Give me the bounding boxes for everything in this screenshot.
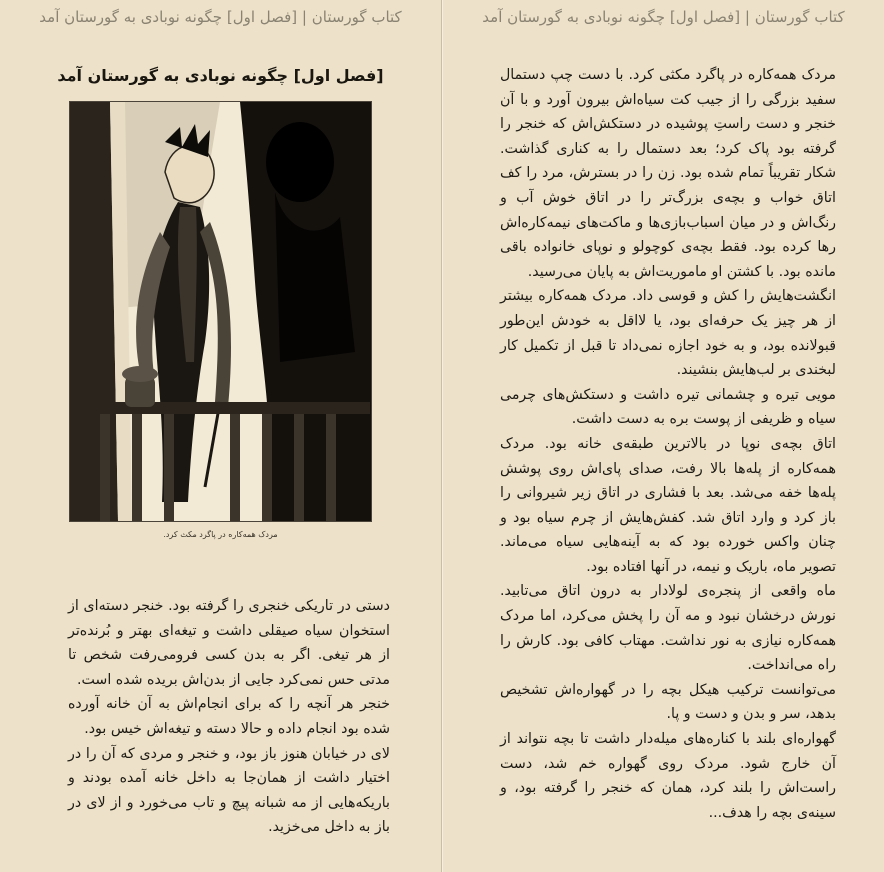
illustration-caption: مردک همه‌کاره در پاگرد مکث کرد.: [163, 530, 278, 539]
chapter-title: [فصل اول] چگونه نوبادی به گورستان آمد: [57, 66, 384, 85]
paragraph: اتاق بچه‌ی نوپا در بالاترین طبقه‌ی خانه بود. مردک همه‌کاره از پله‌ها بالا رفت، صدای پای‌اش روی پوشش پله‌ها خفه می‌شد. بعد با فشاری در اتاق زیر شیروانی را باز کرد و وارد اتاق شد. کفش‌هایش از چرم سیاه بود و چنان واکس خورده بود که به آینه‌هایی سیاه می‌ماند. تصویر ماه، باریک و نیمه، در آنها افتاده بود.: [500, 435, 836, 575]
running-header: کتاب گورستان | [فصل اول] چگونه نوبادی به گورستان آمد: [39, 8, 402, 26]
body-text: [68, 594, 390, 840]
paragraph: دستی در تاریکی خنجری را گرفته بود. خنجر دسته‌ای از استخوان سیاه صیقلی داشت و تیغه‌ای بهتر و بُرنده‌تر از هر تیغی. اگر به بدن کسی فرومی‌رفت شخص تا مدتی حس نمی‌کرد جایی از بدن‌اش بریده شده است.: [68, 598, 390, 688]
running-header: کتاب گورستان | [فصل اول] چگونه نوبادی به گورستان آمد: [482, 8, 845, 26]
paragraph: لای در خیابان هنوز باز بود، و خنجر و مردی که آن را در اختیار داشت از همان‌جا به داخل خانه آمده بودند و باریکه‌هایی از مه شبانه پیچ و تاب می‌خورد و از لای در باز به داخل می‌خزید.: [68, 745, 390, 836]
paragraph: ماه واقعی از پنجره‌ی لولادار به درون اتاق می‌تابید. نورش درخشان نبود و مه آن را پخش می‌کرد، اما مردک همه‌کاره نیازی به نور نداشت. مهتاب کافی بود. کارش را راه می‌انداخت.: [500, 583, 836, 674]
illustration-drawing: [70, 102, 371, 521]
paragraph: مردک همه‌کاره در پاگرد مکثی کرد. با دست چپ دستمال سفید بزرگی را از جیب کت سیاه‌اش بیرون آورد و با آن خنجر و دست راستِ پوشیده در دستکش‌اش که خنجر را گرفته بود پاک کرد؛ بعد دستمال را به کناری گذاشت. شکار تقریباً تمام شده بود. زن را در بسترش، مرد را کف اتاق خواب و بچه‌ی بزرگ‌تر را در اتاق خوش آب و رنگ‌اش و در میان اسباب‌بازی‌ها و ماکت‌های نیمه‌کاره‌اش رها کرده بود. فقط بچه‌ی کوچولو و نوپای خانواده باقی مانده بود. با کشتن او ماموریت‌اش به پایان می‌رسید.: [500, 67, 836, 280]
body-text: [500, 63, 836, 825]
paragraph: گهواره‌ای بلند با کناره‌های میله‌دار داشت تا بچه نتواند از آن خارج شود. مردک روی گهواره خم شد، دست راست‌اش را بلند کرد، همان که خنجر را گرفته بود، و سینه‌ی بچه را هدف...: [500, 731, 836, 821]
right-page: [442, 0, 884, 872]
paragraph: خنجر هر آنچه را که برای انجام‌اش به آن خانه آورده شده بود انجام داده و حالا دسته و تیغه‌اش خیس بود.: [68, 696, 390, 737]
paragraph: مویی تیره و چشمانی تیره داشت و دستکش‌های چرمی سیاه و ظریفی از پوست بره به دست داشت.: [500, 386, 836, 428]
chapter-illustration: [69, 101, 372, 522]
paragraph: انگشت‌هایش را کش و قوسی داد. مردک همه‌کاره بیشتر از هر چیز یک حرفه‌ای بود، یا لااقل به خودش این‌طور قبولانده بود، و به خود اجازه نمی‌داد تا قبل از تکمیل کار لبخندی بر لب‌هایش بنشیند.: [500, 288, 836, 379]
paragraph: می‌توانست ترکیب هیکل بچه را در گهواره‌اش تشخیص بدهد، سر و بدن و دست و پا.: [500, 681, 836, 723]
